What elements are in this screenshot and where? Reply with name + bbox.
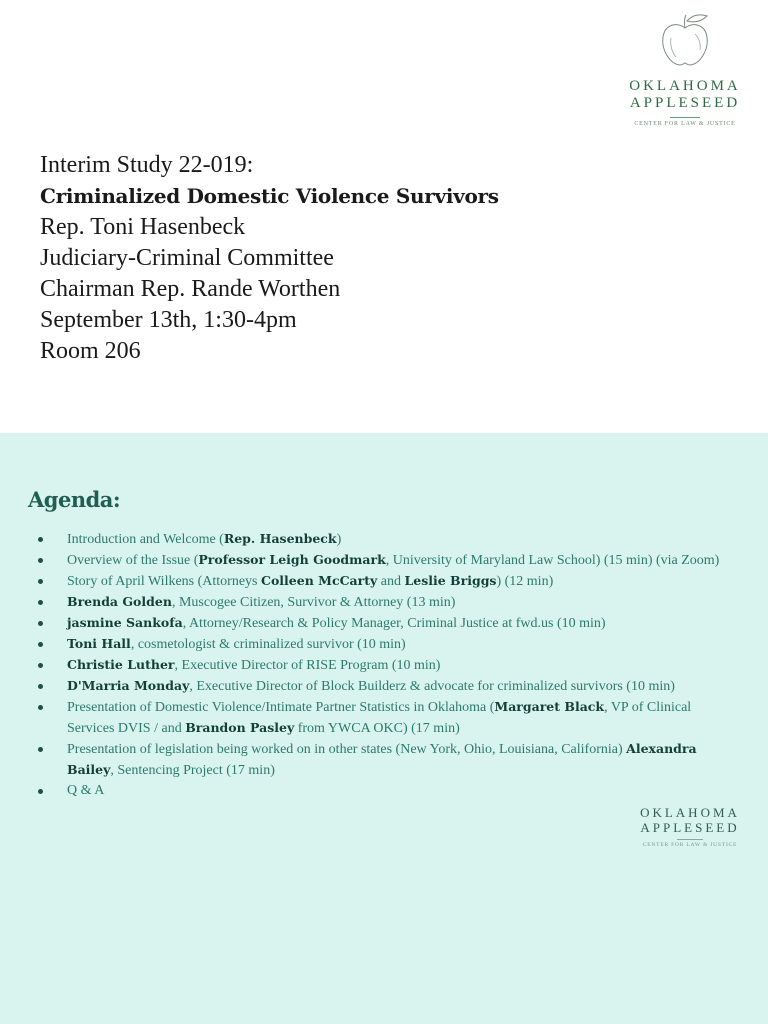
bullet-icon [38, 558, 43, 563]
study-header [40, 150, 499, 367]
agenda-speaker-name: Toni Hall [67, 636, 131, 651]
bullet-icon [38, 747, 43, 752]
agenda-item [38, 697, 728, 739]
agenda-item-text: and [377, 574, 405, 589]
bullet-icon [38, 537, 43, 542]
agenda-item [38, 739, 728, 781]
agenda-item-text: Presentation of Domestic Violence/Intimate Partner Statistics in Oklahoma ( [67, 700, 495, 715]
logo-bottom-line-1: OKLAHOMA [640, 805, 740, 820]
appleseed-logo-bottom [620, 805, 760, 848]
agenda-item-text: , Muscogee Citizen, Survivor & Attorney (13 min) [171, 595, 456, 610]
agenda-speaker-name: Professor Leigh Goodmark [198, 552, 386, 567]
bullet-icon [38, 642, 43, 647]
agenda-speaker-name: D'Marria Monday [67, 678, 190, 693]
agenda-item-text: ) (12 min) [496, 574, 554, 589]
agenda-item [38, 592, 728, 613]
study-title: Criminalized Domestic Violence Survivors [40, 184, 499, 208]
agenda-item-text: , University of Maryland Law School) (15 min) (via Zoom) [385, 553, 720, 568]
bullet-icon [38, 789, 43, 794]
agenda-speaker-name: Margaret Black [494, 699, 605, 714]
agenda-item-text: , Executive Director of Block Builderz & advocate for criminalized survivors (10 min) [189, 679, 675, 694]
agenda-item-text: , Sentencing Project (17 min) [110, 763, 275, 778]
apple-icon [655, 12, 715, 70]
bullet-icon [38, 663, 43, 668]
agenda-speaker-name: Leslie Briggs [404, 573, 497, 588]
logo-line-1: OKLAHOMA [629, 78, 741, 94]
study-room: Room 206 [40, 338, 141, 364]
study-committee: Judiciary-Criminal Committee [40, 245, 334, 271]
agenda-speaker-name: Brenda Golden [67, 594, 172, 609]
logo-tagline: CENTER FOR LAW & JUSTICE [634, 121, 736, 127]
logo-bottom-divider [677, 839, 703, 840]
bullet-icon [38, 705, 43, 710]
agenda-speaker-name: Alexandra Bailey [67, 741, 697, 777]
agenda-item-text: , VP of Clinical Services DVIS / and [67, 700, 692, 736]
agenda-item [38, 781, 728, 801]
agenda-speaker-name: jasmine Sankofa [67, 615, 183, 630]
study-chairman: Chairman Rep. Rande Worthen [40, 276, 341, 302]
appleseed-logo-top [610, 12, 760, 127]
logo-bottom-tagline: CENTER FOR LAW & JUSTICE [642, 842, 738, 848]
agenda-item-text: Q & A [67, 783, 105, 798]
agenda-title: Agenda: [28, 487, 121, 512]
study-number: Interim Study 22-019: [40, 152, 254, 178]
bullet-icon [38, 684, 43, 689]
agenda-item-text: ) [336, 532, 342, 547]
study-date-time: September 13th, 1:30-4pm [40, 307, 297, 333]
bullet-icon [38, 621, 43, 626]
bullet-icon [38, 600, 43, 605]
agenda-item [38, 676, 728, 697]
agenda-list [38, 529, 728, 801]
agenda-speaker-name: Rep. Hasenbeck [223, 531, 337, 546]
agenda-item [38, 529, 728, 550]
agenda-item-text: Overview of the Issue ( [67, 553, 199, 568]
agenda-panel [0, 433, 768, 1024]
logo-line-2: APPLESEED [629, 95, 741, 111]
agenda-item-text: Introduction and Welcome ( [67, 532, 224, 547]
agenda-item [38, 571, 728, 592]
agenda-speaker-name: Colleen McCarty [261, 573, 378, 588]
agenda-item-text: , Executive Director of RISE Program (10 min) [174, 658, 441, 673]
bullet-icon [38, 579, 43, 584]
agenda-item-text: , Attorney/Research & Policy Manager, Criminal Justice at fwd.us (10 min) [182, 616, 606, 631]
agenda-item-text: from YWCA OKC) (17 min) [294, 721, 460, 736]
agenda-speaker-name: Christie Luther [67, 657, 175, 672]
agenda-item-text: , cosmetologist & criminalized survivor (10 min) [130, 637, 406, 652]
logo-bottom-line-2: APPLESEED [640, 820, 740, 835]
agenda-item-text: Presentation of legislation being worked on in other states (New York, Ohio, Louisiana, California) [67, 742, 627, 757]
agenda-item [38, 550, 728, 571]
agenda-item [38, 613, 728, 634]
agenda-item [38, 655, 728, 676]
study-sponsor: Rep. Toni Hasenbeck [40, 214, 246, 240]
logo-divider [670, 117, 700, 118]
agenda-item-text: Story of April Wilkens (Attorneys [67, 574, 261, 589]
agenda-speaker-name: Brandon Pasley [185, 720, 295, 735]
agenda-item [38, 634, 728, 655]
